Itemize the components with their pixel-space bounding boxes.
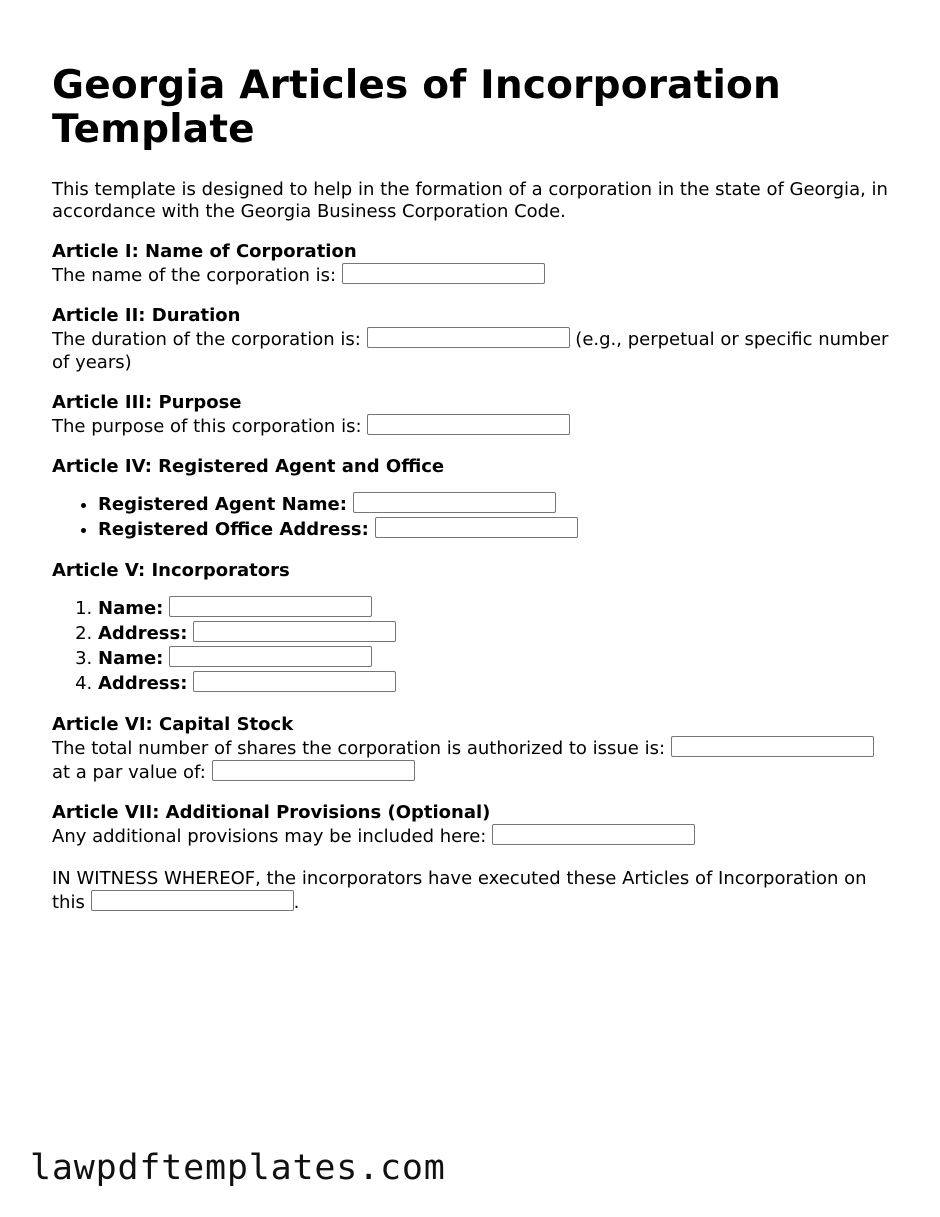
list-item xyxy=(98,596,892,621)
additional-provisions-field[interactable] xyxy=(492,824,695,845)
incorporator-2-address-field[interactable] xyxy=(193,671,396,692)
incorporator-2-name-label: Name: xyxy=(98,648,164,669)
incorporator-1-name-field[interactable] xyxy=(169,596,372,617)
list-item xyxy=(98,621,892,646)
registered-agent-list xyxy=(52,492,892,542)
registered-agent-name-field[interactable] xyxy=(353,492,556,513)
incorporators-list xyxy=(52,596,892,696)
article-5 xyxy=(52,560,892,696)
list-item xyxy=(98,517,892,542)
document-page xyxy=(52,64,892,914)
authorized-shares-field[interactable] xyxy=(671,736,874,757)
article-2-heading: Article II: Duration xyxy=(52,305,241,326)
incorporator-2-address-label: Address: xyxy=(98,673,188,694)
article-3 xyxy=(52,392,892,438)
article-7-heading: Article VII: Additional Provisions (Optional) xyxy=(52,802,491,823)
registered-office-address-label: Registered Office Address: xyxy=(98,519,369,540)
article-5-heading: Article V: Incorporators xyxy=(52,560,290,581)
article-7 xyxy=(52,802,892,848)
incorporator-1-address-label: Address: xyxy=(98,623,188,644)
list-item xyxy=(98,492,892,517)
duration-field[interactable] xyxy=(367,327,570,348)
article-1-text: The name of the corporation is: xyxy=(52,265,337,286)
article-4-heading: Article IV: Registered Agent and Office xyxy=(52,456,445,477)
article-4 xyxy=(52,456,892,542)
witness-text: IN WITNESS WHEREOF, the incorporators have executed these Articles of Incorporation on this xyxy=(52,868,867,913)
article-6 xyxy=(52,714,892,784)
incorporator-1-name-label: Name: xyxy=(98,598,164,619)
witness-paragraph xyxy=(52,868,892,914)
list-item xyxy=(98,646,892,671)
duration-hint: (e.g., perpetual or specific number of years) xyxy=(52,329,889,373)
article-6-heading: Article VI: Capital Stock xyxy=(52,714,294,735)
list-item xyxy=(98,671,892,696)
article-3-text: The purpose of this corporation is: xyxy=(52,416,362,437)
par-value-field[interactable] xyxy=(212,760,415,781)
registered-office-address-field[interactable] xyxy=(375,517,578,538)
purpose-field[interactable] xyxy=(367,414,570,435)
corporation-name-field[interactable] xyxy=(342,263,545,284)
article-6-text: The total number of shares the corporation is authorized to issue is: xyxy=(52,738,666,759)
article-3-heading: Article III: Purpose xyxy=(52,392,242,413)
intro-paragraph: This template is designed to help in the formation of a corporation in the state of Georgia, in accordance with the Georgia Business Corporation Code. xyxy=(52,179,888,222)
incorporator-2-name-field[interactable] xyxy=(169,646,372,667)
page-title: Georgia Articles of Incorporation Template xyxy=(52,63,782,152)
article-1-heading: Article I: Name of Corporation xyxy=(52,241,357,262)
article-7-text: Any additional provisions may be included here: xyxy=(52,826,487,847)
witness-end: . xyxy=(293,892,300,913)
registered-agent-name-label: Registered Agent Name: xyxy=(98,494,347,515)
incorporator-1-address-field[interactable] xyxy=(193,621,396,642)
article-1 xyxy=(52,241,892,287)
footer-watermark: lawpdftemplates.com xyxy=(30,1148,446,1188)
article-6-text2: at a par value of: xyxy=(52,762,206,783)
execution-date-field[interactable] xyxy=(91,890,294,911)
article-2-text: The duration of the corporation is: xyxy=(52,329,361,350)
article-2 xyxy=(52,305,892,374)
